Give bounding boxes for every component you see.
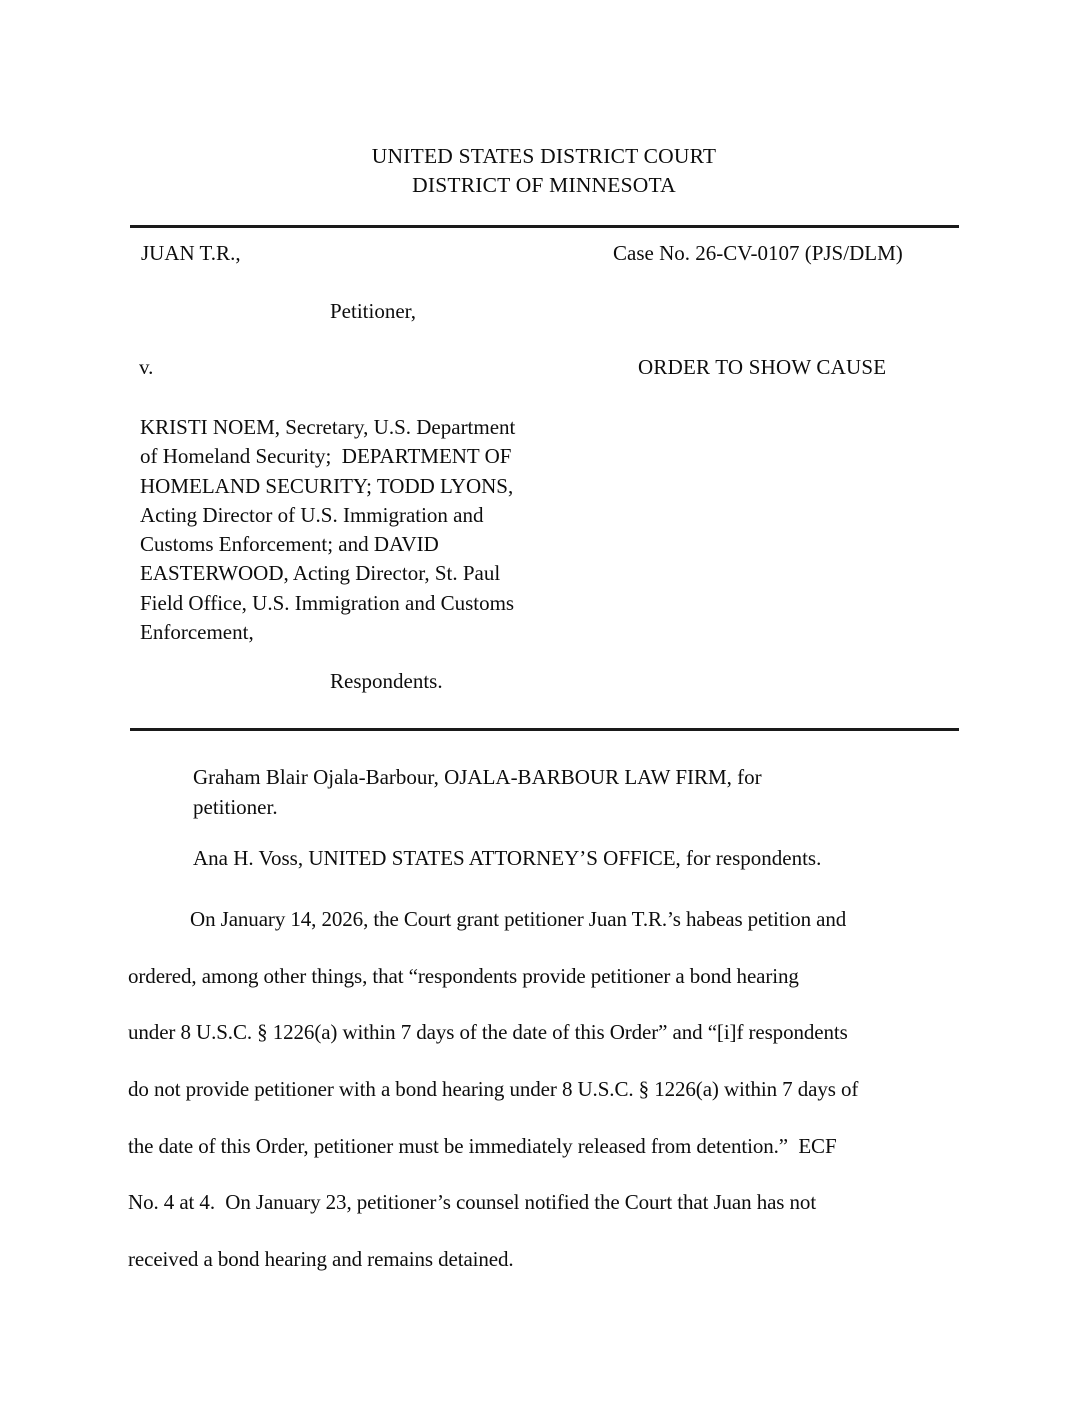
petitioner-label: Petitioner, — [330, 299, 417, 323]
petitioner-name: JUAN T.R., — [141, 241, 241, 265]
respondent-line: of Homeland Security; DEPARTMENT OF — [140, 444, 512, 469]
respondent-line: HOMELAND SECURITY; TODD LYONS, — [140, 473, 514, 498]
body-line: the date of this Order, petitioner must be immediately released from detention.” ECF — [128, 1134, 837, 1158]
case-number: Case No. 26-CV-0107 (PJS/DLM) — [613, 241, 903, 265]
court-district: DISTRICT OF MINNESOTA — [412, 173, 676, 197]
respondents-block — [140, 413, 515, 647]
court-header — [0, 142, 1088, 200]
caption-divider-bottom — [130, 728, 959, 731]
body-line: under 8 U.S.C. § 1226(a) within 7 days of the date of this Order” and “[i]f respondents — [128, 1020, 848, 1044]
petitioner-counsel — [193, 762, 762, 822]
body-line: ordered, among other things, that “respondents provide petitioner a bond hearing — [128, 964, 799, 988]
body-line: do not provide petitioner with a bond hearing under 8 U.S.C. § 1226(a) within 7 days of — [128, 1077, 859, 1101]
respondent-line: KRISTI NOEM, Secretary, U.S. Department — [140, 415, 516, 439]
court-name: UNITED STATES DISTRICT COURT — [371, 144, 717, 168]
order-title: ORDER TO SHOW CAUSE — [638, 355, 887, 379]
respondent-line: Customs Enforcement; and DAVID — [140, 532, 439, 557]
caption-divider-top — [130, 225, 959, 228]
body-line: On January 14, 2026, the Court grant petitioner Juan T.R.’s habeas petition and — [190, 907, 847, 931]
respondent-line: Field Office, U.S. Immigration and Customs — [140, 590, 515, 615]
respondent-line: Enforcement, — [140, 620, 254, 645]
body-line: No. 4 at 4. On January 23, petitioner’s counsel notified the Court that Juan has not — [128, 1190, 817, 1214]
respondent-line: Acting Director of U.S. Immigration and — [140, 502, 484, 527]
respondents-label: Respondents. — [330, 669, 443, 693]
petitioner-counsel-line: petitioner. — [193, 795, 278, 819]
respondent-counsel: Ana H. Voss, UNITED STATES ATTORNEY’S OFFICE, for respondents. — [193, 846, 822, 870]
body-line: received a bond hearing and remains detained. — [128, 1247, 514, 1271]
petitioner-counsel-line: Graham Blair Ojala-Barbour, OJALA-BARBOUR LAW FIRM, for — [193, 765, 762, 789]
respondent-line: EASTERWOOD, Acting Director, St. Paul — [140, 561, 501, 586]
versus-label: v. — [139, 355, 154, 379]
